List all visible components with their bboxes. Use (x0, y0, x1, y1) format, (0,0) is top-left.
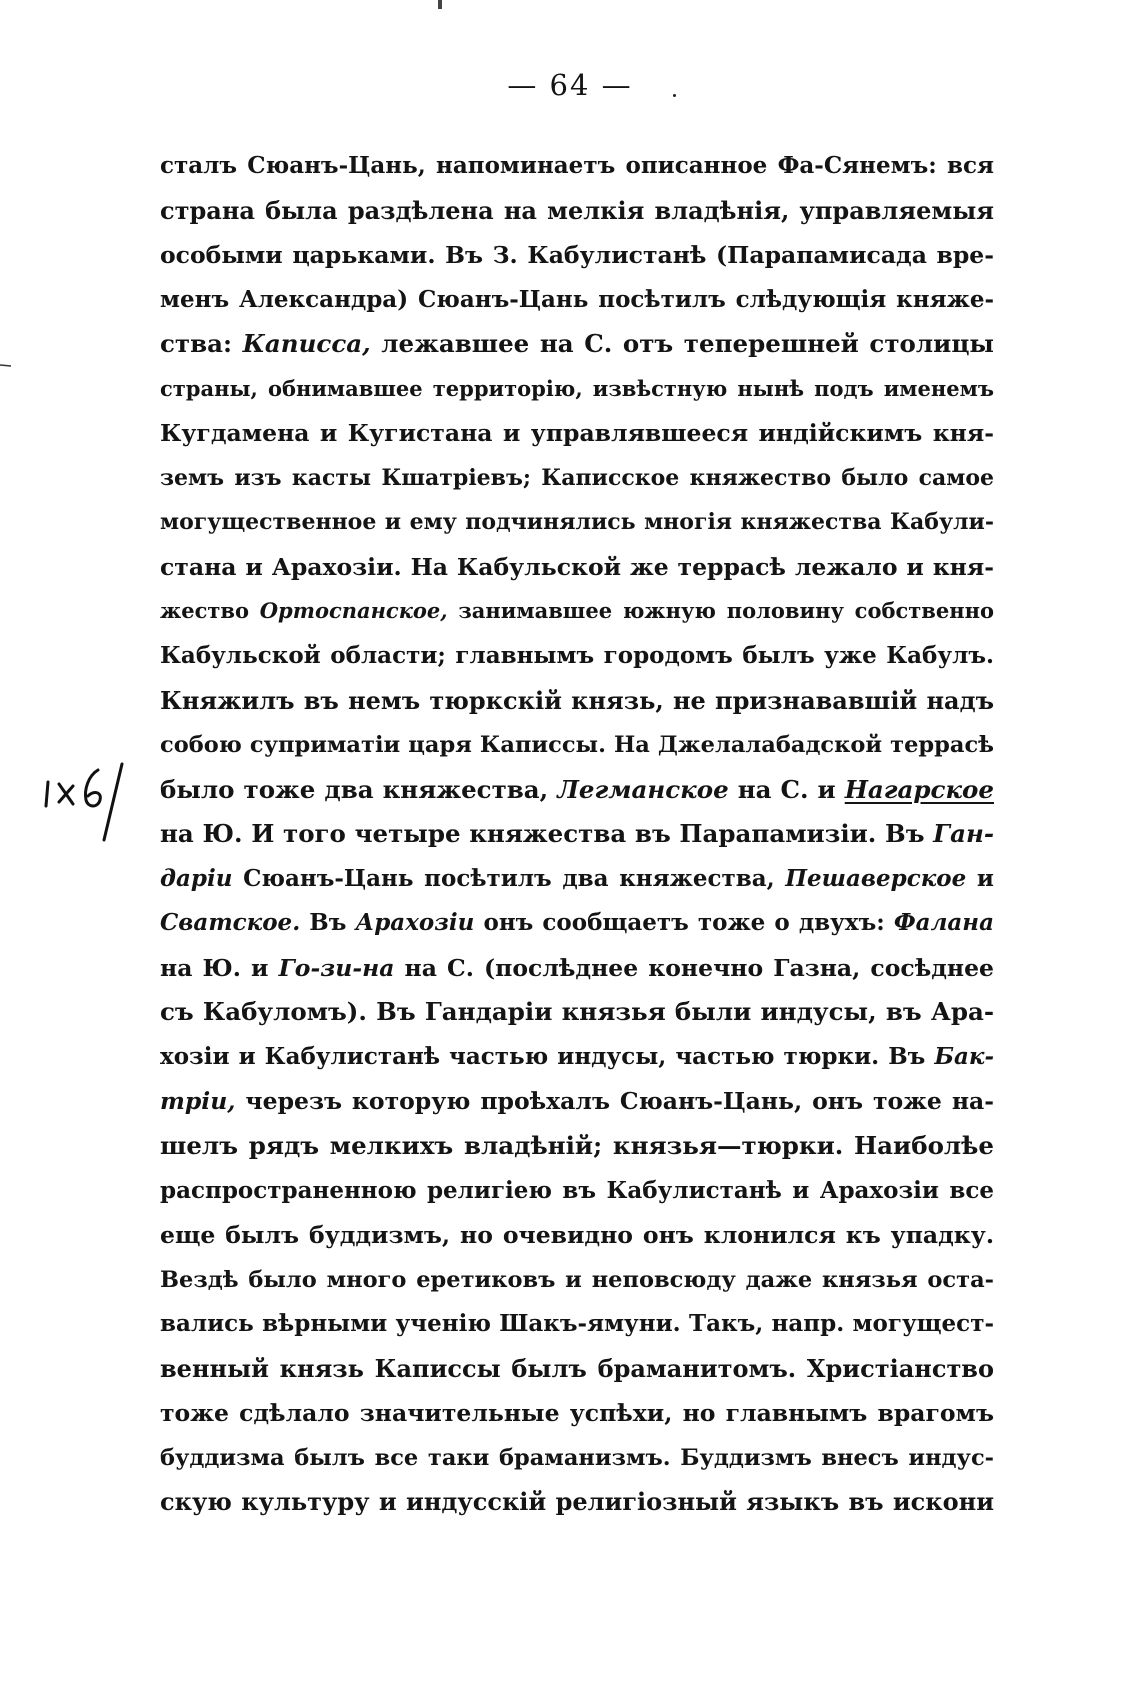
text-run: скую культуру и индусскій религіозный языкъ въ искони (160, 1487, 994, 1517)
text-line (160, 278, 994, 323)
body-text (160, 144, 994, 1525)
text-run: Сюанъ-Цань посѣтилъ два княжества, (232, 864, 786, 892)
text-line (160, 1347, 994, 1392)
text-line (160, 1258, 994, 1303)
text-run: жество (160, 598, 260, 624)
text-run: ства: (160, 329, 243, 359)
italic-term: тріи, (160, 1087, 236, 1116)
text-line (160, 1480, 994, 1525)
handwritten-annotation-drawing (40, 762, 150, 857)
italic-term: Легманское (557, 774, 729, 804)
text-line (160, 634, 994, 679)
italic-term: Каписса, (242, 329, 371, 359)
handwritten-margin-note (40, 762, 150, 857)
text-line (160, 411, 994, 456)
margin-tick-mark (0, 352, 12, 356)
text-run: буддизма былъ все таки браманизмъ. Буддизмъ внесъ индус- (160, 1444, 994, 1471)
italic-term: Сватское. (160, 909, 301, 937)
text-run: съ Кабуломъ). Въ Гандаріи князья были индусы, въ Ара- (160, 997, 994, 1027)
text-run: на Ю. и (160, 953, 279, 982)
text-run: на С. (послѣднее конечно Газна, сосѣднее (394, 953, 994, 982)
text-line (160, 233, 994, 278)
text-line (160, 812, 994, 857)
italic-term: Бак- (934, 1042, 994, 1070)
text-run: страна была раздѣлена на мелкія владѣнія, управляемыя (160, 195, 994, 225)
text-run: было тоже два княжества, (160, 774, 558, 804)
italic-term: Пешаверское (785, 864, 967, 892)
text-line (160, 1391, 994, 1436)
text-run: занимавшее южную половину собственно (447, 598, 994, 624)
text-run: Въ (300, 909, 356, 937)
text-line (160, 857, 994, 902)
text-run: венный князь Каписсы былъ браманитомъ. Христіанство (160, 1353, 994, 1383)
text-line (160, 456, 994, 501)
text-run: шелъ рядъ мелкихъ владѣній; князья—тюрки. Наиболѣе (160, 1131, 994, 1161)
text-line (160, 500, 994, 545)
text-run: еще былъ буддизмъ, но очевидно онъ клонился къ упадку. (160, 1221, 994, 1250)
text-run: вались вѣрными ученію Шакъ-ямуни. Такъ, напр. могущест- (160, 1310, 994, 1338)
text-run: особыми царьками. Въ З. Кабулистанѣ (Парапамисада вре- (160, 241, 994, 270)
text-run: онъ сообщаетъ тоже о двухъ: (474, 909, 894, 937)
italic-term: Го-зи-на (278, 953, 395, 982)
text-line (160, 1302, 994, 1347)
underlined-term: Нагарское (844, 774, 994, 804)
italic-term: даріи (160, 864, 233, 892)
text-line (160, 768, 994, 813)
text-line (160, 144, 994, 189)
text-run: на С. и (728, 774, 845, 804)
text-run: Княжилъ въ немъ тюркскій князь, не признававшій надъ (160, 685, 994, 715)
text-run: Кугдамена и Кугистана и управлявшееся индійскимъ кня- (160, 419, 994, 448)
text-run: черезъ которую проѣхалъ Сюанъ-Цань, онъ тоже на- (235, 1087, 994, 1116)
text-run: Вездѣ было много еретиковъ и неповсюду даже князья оста- (160, 1266, 994, 1293)
text-line (160, 679, 994, 724)
text-run: лежавшее на С. отъ теперешней столицы (370, 329, 994, 359)
text-run: стана и Арахозіи. На Кабульской же террасѣ лежало и кня- (160, 552, 994, 581)
scan-speck (438, 0, 442, 9)
text-line (160, 1169, 994, 1214)
text-line (160, 1124, 994, 1169)
text-line (160, 322, 994, 367)
text-run: тоже сдѣлало значительные успѣхи, но главнымъ врагомъ (160, 1399, 994, 1428)
italic-term: Фалана (893, 909, 994, 937)
text-run: собою суприматіи царя Каписсы. На Джелалабадской террасѣ (160, 732, 994, 759)
text-line (160, 589, 994, 634)
italic-term: Ган- (933, 819, 994, 849)
text-line (160, 367, 994, 412)
text-run: на Ю. И того четыре княжества въ Парапамизіи. Въ (160, 819, 934, 849)
text-run: страны, обнимавшее территорію, извѣстную нынѣ подъ именемъ (160, 375, 994, 401)
text-line (160, 1436, 994, 1481)
text-run: Кабульской области; главнымъ городомъ былъ уже Кабулъ. (160, 642, 994, 670)
text-line (160, 990, 994, 1035)
text-line (160, 545, 994, 590)
text-run: распространенною религіею въ Кабулистанѣ и Арахозіи все (160, 1176, 994, 1204)
text-run: земъ изъ касты Кшатріевъ; Каписское княжество было самое (160, 464, 994, 491)
text-line (160, 901, 994, 946)
text-line (160, 723, 994, 768)
text-line (160, 189, 994, 234)
text-run: и (966, 864, 994, 892)
italic-term: Арахозіи (355, 909, 475, 937)
text-run: сталъ Сюанъ-Цань, напоминаетъ описанное Фа-Сянемъ: вся (160, 152, 994, 179)
text-line (160, 1079, 994, 1124)
text-run: хозіи и Кабулистанѣ частью индусы, частью тюрки. Въ (160, 1042, 935, 1070)
text-line (160, 946, 994, 991)
text-line (160, 1213, 994, 1258)
text-run: менъ Александра) Сюанъ-Цань посѣтилъ слѣдующія княже- (160, 285, 994, 313)
text-line (160, 1035, 994, 1080)
page-number: — 64 — (507, 68, 633, 102)
italic-term: Ортоспанское, (259, 598, 448, 624)
text-run: могущественное и ему подчинялись многія княжества Кабули- (160, 509, 994, 536)
